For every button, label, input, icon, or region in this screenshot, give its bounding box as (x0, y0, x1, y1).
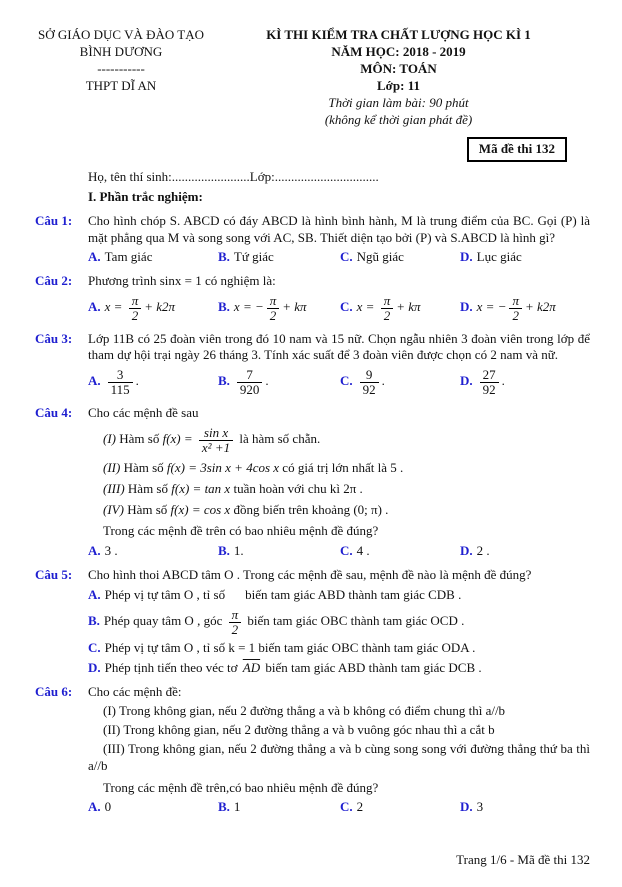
math-tail: + k2π (524, 299, 556, 315)
question-5-number: Câu 5: (35, 567, 73, 583)
page-footer: Trang 1/6 - Mã đề thi 132 (456, 852, 590, 868)
option-text: Tứ giác (233, 249, 274, 265)
duration-note: Thời gian làm bài: 90 phút (328, 95, 469, 110)
question-4-options (88, 543, 590, 560)
option-d: D. x = − $\frac{\pi}{2}$ + k2π (460, 293, 556, 323)
option-c: C. 2 (340, 799, 364, 815)
option-text: Tam giác (104, 249, 153, 265)
exam-title: KÌ THI KIỂM TRA CHẤT LƯỢNG HỌC KÌ 1 (266, 27, 531, 42)
option-a: A. $\frac{3}{115}$ . (88, 367, 139, 397)
statement-tag: (IV) (103, 501, 124, 517)
fraction: $\frac{27}{92}$ (480, 368, 499, 396)
option-text: Ngũ giác (356, 249, 404, 265)
fraction: $\frac{\pi}{2}$ (381, 294, 394, 322)
statement-3: (III) Trong không gian, nếu 2 đường thẳng a và b cùng song song với đường thẳng thứ ba thì a//b (88, 740, 590, 773)
school-name: THPT DĨ AN (85, 78, 157, 93)
statement-1: (I) Trong không gian, nếu 2 đường thẳng a và b không có điểm chung thì a//b (103, 702, 506, 718)
question-1 (35, 213, 590, 267)
option-a: A. 3 . (88, 543, 118, 559)
option-b: B. 1. (218, 543, 244, 559)
question-3-text: Lớp 11B có 25 đoàn viên trong đó 10 nam và 15 nữ. Chọn ngẫu nhiên 3 đoàn viên trong lớp để tham dự hội trại ngày 26 tháng 3. Tính xác suất để 3 đoàn viên được chọn có 2 nam và nữ. (88, 330, 590, 363)
exam-code-box: Mã đề thi 132 (467, 137, 567, 162)
option-b: B. $\frac{7}{920}$ . (218, 367, 269, 397)
fraction: $\frac{9}{92}$ (360, 368, 379, 396)
fraction: $\frac{\pi}{2}$ (129, 294, 142, 322)
school-year: NĂM HỌC: 2018 - 2019 (331, 44, 466, 59)
fraction: $\frac{\pi}{2}$ (509, 294, 522, 322)
option-c: C. x = $\frac{\pi}{2}$ + kπ (340, 293, 421, 323)
option-b (218, 249, 340, 266)
fraction: $\frac{\pi}{2}$ (267, 294, 280, 322)
question-4 (35, 405, 590, 561)
distribution-note: (không kể thời gian phát đề) (324, 112, 473, 127)
statement-2: (II) Trong không gian, nếu 2 đường thẳng a và b vuông góc nhau thì a cắt b (103, 721, 495, 737)
option-b: B. Phép quay tâm O , góc $\frac{\pi}{2}$ biến tam giác OBC thành tam giác OCD . (88, 606, 465, 637)
subject: MÔN: TOÁN (360, 61, 437, 76)
question-1-options (88, 249, 590, 266)
option-a (88, 249, 218, 266)
math-expression: f(x) = tan x (171, 480, 231, 496)
authority-line: BÌNH DƯƠNG (79, 44, 163, 59)
exam-code-row (35, 137, 567, 162)
question-1-text: Cho hình chóp S. ABCD có đáy ABCD là hình bình hành, M là trung điểm của BC. Gọi (P) là mặt phẳng qua M và song song với AC, SB. Thiết diện tạo bởi (P) và S.ABCD là hình gì? (88, 212, 590, 245)
question-3 (35, 331, 590, 398)
document-header (35, 26, 590, 128)
option-text: Lục giác (476, 249, 522, 265)
statement-tag: (I) (103, 431, 116, 447)
statement-4: (IV) Hàm số f(x) = cos x đồng biến trên khoảng (0; π) . (103, 501, 389, 517)
question-1-number: Câu 1: (35, 212, 73, 228)
option-d: D. 2 . (460, 543, 490, 559)
statement-2: (II) Hàm số f(x) = 3sin x + 4cos x có giá trị lớn nhất là 5 . (103, 459, 404, 475)
student-name-line: Họ, tên thí sinh:........................Lớp:................................ (88, 168, 379, 184)
question-4-number: Câu 4: (35, 404, 73, 420)
question-3-number: Câu 3: (35, 330, 73, 346)
math-lead: x = (233, 299, 252, 315)
question-6-options (88, 799, 590, 816)
question-5-text: Cho hình thoi ABCD tâm O . Trong các mệnh đề sau, mệnh đề nào là mệnh đề đúng? (88, 567, 532, 583)
option-d (460, 249, 590, 266)
grade: Lớp: 11 (377, 78, 420, 93)
option-d: D. $\frac{27}{92}$ . (460, 367, 505, 397)
option-c (340, 249, 460, 266)
question-5 (35, 567, 590, 677)
statement-tag: (II) (103, 459, 121, 475)
fraction: $\frac{7}{920}$ (237, 368, 263, 396)
fraction: $\frac{\pi}{2}$ (229, 608, 242, 636)
option-letter: C. (340, 249, 353, 265)
question-4-prompt: Trong các mệnh đề trên có bao nhiêu mệnh đề đúng? (103, 523, 379, 539)
section-title: I. Phần trắc nghiệm: (88, 188, 203, 204)
math-tail: + kπ (282, 299, 307, 315)
option-c: C. 4 . (340, 543, 370, 559)
question-2-text: Phương trình sinx = 1 có nghiệm là: (88, 273, 276, 289)
option-a: A. Phép vị tự tâm O , tỉ số biến tam giác ABD thành tam giác CDB . (88, 587, 462, 603)
math-lead: x = (356, 299, 375, 315)
statement-1: (I) Hàm số f(x) = $\frac{\text{sin x}}{\text{x² +1}}$ là hàm số chẵn. (103, 425, 321, 456)
question-4-intro: Cho các mệnh đề sau (88, 404, 199, 420)
authority-line: SỞ GIÁO DỤC VÀ ĐÀO TẠO (38, 27, 204, 42)
option-c: C. Phép vị tự tâm O , tỉ số k = 1 biến tam giác OBC thành tam giác ODA . (88, 640, 476, 656)
question-2-options (88, 293, 590, 323)
issuing-authority-block (35, 26, 207, 128)
fraction: $\frac{\text{sin x}}{\text{x² +1}}$ (199, 426, 233, 454)
math-expression: f(x) = cos x (170, 501, 231, 517)
question-6-intro: Cho các mệnh đề: (88, 684, 182, 700)
option-letter: A. (88, 249, 101, 265)
option-letter: B. (218, 249, 230, 265)
math-lead: x = (104, 299, 123, 315)
option-letter: D. (460, 249, 473, 265)
statement-3: (III) Hàm số f(x) = tan x tuần hoàn với chu kì 2π . (103, 480, 363, 496)
fraction: $\frac{3}{115}$ (108, 368, 133, 396)
question-2 (35, 273, 590, 323)
math-sign: − (497, 299, 507, 315)
option-a: A. x = $\frac{\pi}{2}$ + k2π (88, 293, 176, 323)
question-6 (35, 684, 590, 816)
question-3-options (88, 367, 590, 397)
math-tail: + kπ (396, 299, 421, 315)
math-tail: + k2π (144, 299, 176, 315)
question-6-prompt: Trong các mệnh đề trên,có bao nhiêu mệnh đề đúng? (103, 779, 379, 795)
option-b: B. 1 (218, 799, 241, 815)
option-b: B. x = − $\frac{\pi}{2}$ + kπ (218, 293, 307, 323)
option-c: C. $\frac{9}{92}$ . (340, 367, 385, 397)
math-lead: x = (476, 299, 495, 315)
option-d: D. 3 (460, 799, 484, 815)
question-2-number: Câu 2: (35, 273, 73, 289)
math-sign: − (254, 299, 264, 315)
option-d: D. Phép tịnh tiến theo véc tơ $\overline{AD}$ biến tam giác ABD thành tam giác DCB . (88, 660, 482, 676)
exam-title-block (207, 26, 590, 128)
math-expression: f(x) = 3sin x + 4cos x (166, 459, 280, 475)
statement-tag: (III) (103, 480, 125, 496)
option-a: A. 0 (88, 799, 112, 815)
question-6-number: Câu 6: (35, 684, 73, 700)
math-fx: f(x) = (162, 431, 193, 447)
divider-dashes: ----------- (97, 61, 145, 76)
vector-ad: $\overline{AD}$ (242, 660, 261, 676)
